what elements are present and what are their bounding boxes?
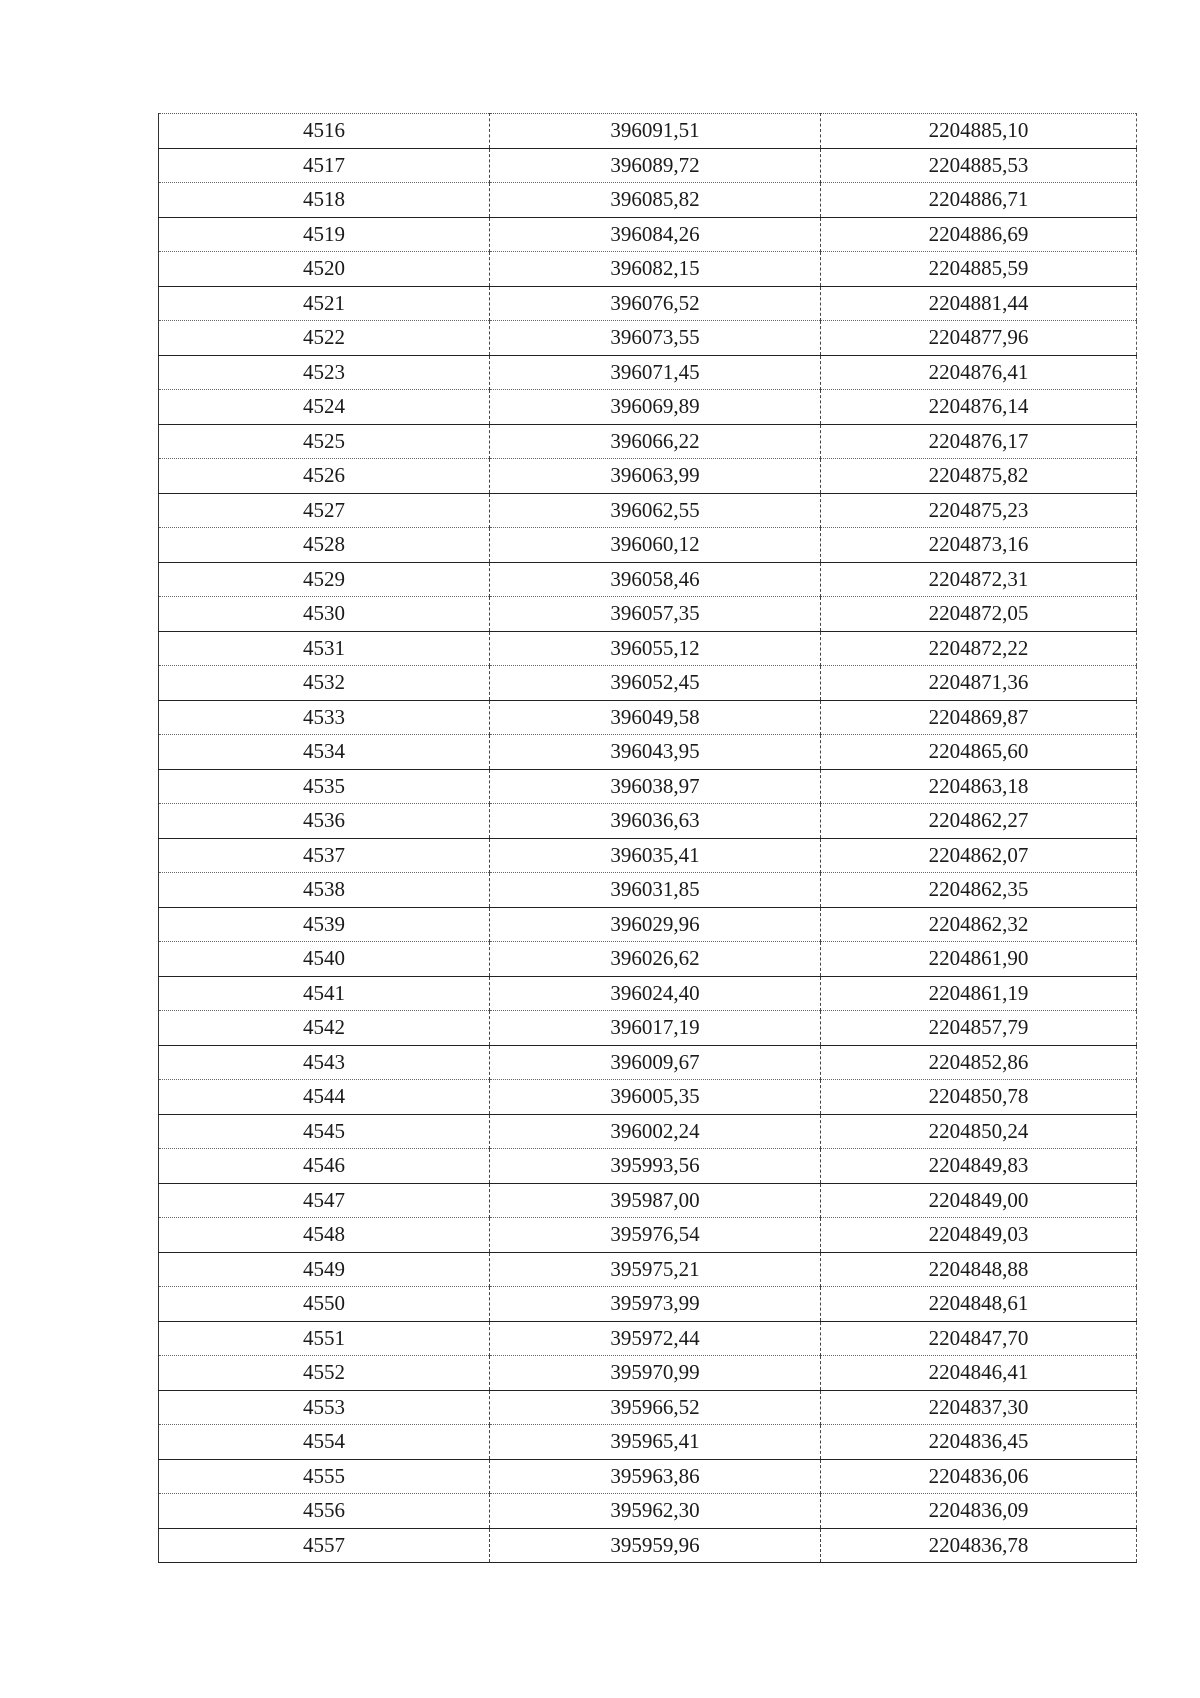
- point-number-cell: 4522: [159, 321, 490, 356]
- point-number-cell: 4549: [159, 1252, 490, 1287]
- table-row: [159, 183, 1137, 218]
- x-coordinate-cell: 396062,55: [490, 493, 821, 528]
- x-coordinate-cell: 396026,62: [490, 942, 821, 977]
- x-coordinate-cell: 395972,44: [490, 1321, 821, 1356]
- x-coordinate-cell: 395965,41: [490, 1425, 821, 1460]
- x-coordinate-cell: 396063,99: [490, 459, 821, 494]
- x-coordinate-cell: 395973,99: [490, 1287, 821, 1322]
- y-coordinate-cell: 2204836,45: [821, 1425, 1137, 1460]
- point-number-cell: 4544: [159, 1080, 490, 1115]
- point-number-cell: 4541: [159, 976, 490, 1011]
- table-row: [159, 321, 1137, 356]
- y-coordinate-cell: 2204837,30: [821, 1390, 1137, 1425]
- table-row: [159, 769, 1137, 804]
- point-number-cell: 4517: [159, 148, 490, 183]
- point-number-cell: 4527: [159, 493, 490, 528]
- point-number-cell: 4525: [159, 424, 490, 459]
- table-row: [159, 1390, 1137, 1425]
- x-coordinate-cell: 396089,72: [490, 148, 821, 183]
- point-number-cell: 4516: [159, 114, 490, 149]
- table-row: [159, 148, 1137, 183]
- table-row: [159, 217, 1137, 252]
- x-coordinate-cell: 395976,54: [490, 1218, 821, 1253]
- y-coordinate-cell: 2204836,06: [821, 1459, 1137, 1494]
- x-coordinate-cell: 396038,97: [490, 769, 821, 804]
- y-coordinate-cell: 2204857,79: [821, 1011, 1137, 1046]
- y-coordinate-cell: 2204885,53: [821, 148, 1137, 183]
- y-coordinate-cell: 2204873,16: [821, 528, 1137, 563]
- point-number-cell: 4532: [159, 666, 490, 701]
- table-row: [159, 1011, 1137, 1046]
- x-coordinate-cell: 396031,85: [490, 873, 821, 908]
- point-number-cell: 4540: [159, 942, 490, 977]
- y-coordinate-cell: 2204849,03: [821, 1218, 1137, 1253]
- y-coordinate-cell: 2204875,23: [821, 493, 1137, 528]
- point-number-cell: 4547: [159, 1183, 490, 1218]
- table-row: [159, 597, 1137, 632]
- y-coordinate-cell: 2204869,87: [821, 700, 1137, 735]
- y-coordinate-cell: 2204876,17: [821, 424, 1137, 459]
- x-coordinate-cell: 396076,52: [490, 286, 821, 321]
- table-row: [159, 838, 1137, 873]
- x-coordinate-cell: 395993,56: [490, 1149, 821, 1184]
- table-row: [159, 1183, 1137, 1218]
- table-row: [159, 804, 1137, 839]
- y-coordinate-cell: 2204849,00: [821, 1183, 1137, 1218]
- table-row: [159, 424, 1137, 459]
- x-coordinate-cell: 396082,15: [490, 252, 821, 287]
- table-row: [159, 735, 1137, 770]
- y-coordinate-cell: 2204850,78: [821, 1080, 1137, 1115]
- x-coordinate-cell: 395970,99: [490, 1356, 821, 1391]
- point-number-cell: 4536: [159, 804, 490, 839]
- point-number-cell: 4528: [159, 528, 490, 563]
- y-coordinate-cell: 2204876,14: [821, 390, 1137, 425]
- point-number-cell: 4526: [159, 459, 490, 494]
- point-number-cell: 4551: [159, 1321, 490, 1356]
- x-coordinate-cell: 396024,40: [490, 976, 821, 1011]
- point-number-cell: 4533: [159, 700, 490, 735]
- x-coordinate-cell: 396049,58: [490, 700, 821, 735]
- y-coordinate-cell: 2204876,41: [821, 355, 1137, 390]
- point-number-cell: 4531: [159, 631, 490, 666]
- table-row: [159, 1218, 1137, 1253]
- y-coordinate-cell: 2204872,31: [821, 562, 1137, 597]
- x-coordinate-cell: 396060,12: [490, 528, 821, 563]
- table-row: [159, 1252, 1137, 1287]
- x-coordinate-cell: 396009,67: [490, 1045, 821, 1080]
- point-number-cell: 4521: [159, 286, 490, 321]
- table-row: [159, 1080, 1137, 1115]
- y-coordinate-cell: 2204865,60: [821, 735, 1137, 770]
- table-row: [159, 1149, 1137, 1184]
- y-coordinate-cell: 2204862,32: [821, 907, 1137, 942]
- x-coordinate-cell: 396057,35: [490, 597, 821, 632]
- table-row: [159, 390, 1137, 425]
- y-coordinate-cell: 2204881,44: [821, 286, 1137, 321]
- y-coordinate-cell: 2204862,07: [821, 838, 1137, 873]
- y-coordinate-cell: 2204848,88: [821, 1252, 1137, 1287]
- y-coordinate-cell: 2204836,78: [821, 1528, 1137, 1563]
- x-coordinate-cell: 396029,96: [490, 907, 821, 942]
- x-coordinate-cell: 396058,46: [490, 562, 821, 597]
- point-number-cell: 4534: [159, 735, 490, 770]
- y-coordinate-cell: 2204846,41: [821, 1356, 1137, 1391]
- x-coordinate-cell: 396069,89: [490, 390, 821, 425]
- y-coordinate-cell: 2204885,59: [821, 252, 1137, 287]
- table-row: [159, 631, 1137, 666]
- y-coordinate-cell: 2204871,36: [821, 666, 1137, 701]
- coordinates-table-body: [159, 114, 1137, 1563]
- x-coordinate-cell: 396036,63: [490, 804, 821, 839]
- table-row: [159, 1494, 1137, 1529]
- x-coordinate-cell: 396071,45: [490, 355, 821, 390]
- table-row: [159, 1287, 1137, 1322]
- table-row: [159, 976, 1137, 1011]
- y-coordinate-cell: 2204848,61: [821, 1287, 1137, 1322]
- x-coordinate-cell: 395966,52: [490, 1390, 821, 1425]
- point-number-cell: 4546: [159, 1149, 490, 1184]
- x-coordinate-cell: 395959,96: [490, 1528, 821, 1563]
- y-coordinate-cell: 2204861,90: [821, 942, 1137, 977]
- table-row: [159, 942, 1137, 977]
- point-number-cell: 4539: [159, 907, 490, 942]
- x-coordinate-cell: 396055,12: [490, 631, 821, 666]
- point-number-cell: 4556: [159, 1494, 490, 1529]
- table-row: [159, 562, 1137, 597]
- point-number-cell: 4538: [159, 873, 490, 908]
- point-number-cell: 4519: [159, 217, 490, 252]
- x-coordinate-cell: 395962,30: [490, 1494, 821, 1529]
- coordinates-table: [158, 113, 1137, 1563]
- y-coordinate-cell: 2204886,69: [821, 217, 1137, 252]
- y-coordinate-cell: 2204863,18: [821, 769, 1137, 804]
- y-coordinate-cell: 2204872,22: [821, 631, 1137, 666]
- point-number-cell: 4550: [159, 1287, 490, 1322]
- table-row: [159, 1528, 1137, 1563]
- point-number-cell: 4518: [159, 183, 490, 218]
- table-row: [159, 1045, 1137, 1080]
- x-coordinate-cell: 396073,55: [490, 321, 821, 356]
- x-coordinate-cell: 396091,51: [490, 114, 821, 149]
- x-coordinate-cell: 396002,24: [490, 1114, 821, 1149]
- point-number-cell: 4520: [159, 252, 490, 287]
- x-coordinate-cell: 396085,82: [490, 183, 821, 218]
- x-coordinate-cell: 396005,35: [490, 1080, 821, 1115]
- x-coordinate-cell: 396066,22: [490, 424, 821, 459]
- x-coordinate-cell: 396084,26: [490, 217, 821, 252]
- table-row: [159, 1321, 1137, 1356]
- y-coordinate-cell: 2204872,05: [821, 597, 1137, 632]
- point-number-cell: 4548: [159, 1218, 490, 1253]
- table-row: [159, 493, 1137, 528]
- table-row: [159, 907, 1137, 942]
- table-row: [159, 252, 1137, 287]
- x-coordinate-cell: 396017,19: [490, 1011, 821, 1046]
- point-number-cell: 4523: [159, 355, 490, 390]
- x-coordinate-cell: 395975,21: [490, 1252, 821, 1287]
- y-coordinate-cell: 2204877,96: [821, 321, 1137, 356]
- x-coordinate-cell: 395987,00: [490, 1183, 821, 1218]
- table-row: [159, 1114, 1137, 1149]
- point-number-cell: 4524: [159, 390, 490, 425]
- table-row: [159, 1356, 1137, 1391]
- point-number-cell: 4537: [159, 838, 490, 873]
- point-number-cell: 4530: [159, 597, 490, 632]
- y-coordinate-cell: 2204847,70: [821, 1321, 1137, 1356]
- point-number-cell: 4557: [159, 1528, 490, 1563]
- y-coordinate-cell: 2204875,82: [821, 459, 1137, 494]
- y-coordinate-cell: 2204849,83: [821, 1149, 1137, 1184]
- table-row: [159, 700, 1137, 735]
- point-number-cell: 4543: [159, 1045, 490, 1080]
- table-row: [159, 1425, 1137, 1460]
- point-number-cell: 4553: [159, 1390, 490, 1425]
- y-coordinate-cell: 2204852,86: [821, 1045, 1137, 1080]
- table-row: [159, 355, 1137, 390]
- point-number-cell: 4545: [159, 1114, 490, 1149]
- table-row: [159, 528, 1137, 563]
- table-row: [159, 873, 1137, 908]
- y-coordinate-cell: 2204885,10: [821, 114, 1137, 149]
- point-number-cell: 4535: [159, 769, 490, 804]
- point-number-cell: 4552: [159, 1356, 490, 1391]
- table-row: [159, 286, 1137, 321]
- x-coordinate-cell: 396043,95: [490, 735, 821, 770]
- table-row: [159, 459, 1137, 494]
- table-row: [159, 1459, 1137, 1494]
- point-number-cell: 4542: [159, 1011, 490, 1046]
- y-coordinate-cell: 2204886,71: [821, 183, 1137, 218]
- y-coordinate-cell: 2204861,19: [821, 976, 1137, 1011]
- y-coordinate-cell: 2204850,24: [821, 1114, 1137, 1149]
- table-row: [159, 114, 1137, 149]
- point-number-cell: 4554: [159, 1425, 490, 1460]
- x-coordinate-cell: 396052,45: [490, 666, 821, 701]
- x-coordinate-cell: 395963,86: [490, 1459, 821, 1494]
- x-coordinate-cell: 396035,41: [490, 838, 821, 873]
- y-coordinate-cell: 2204862,27: [821, 804, 1137, 839]
- y-coordinate-cell: 2204836,09: [821, 1494, 1137, 1529]
- table-row: [159, 666, 1137, 701]
- y-coordinate-cell: 2204862,35: [821, 873, 1137, 908]
- point-number-cell: 4529: [159, 562, 490, 597]
- point-number-cell: 4555: [159, 1459, 490, 1494]
